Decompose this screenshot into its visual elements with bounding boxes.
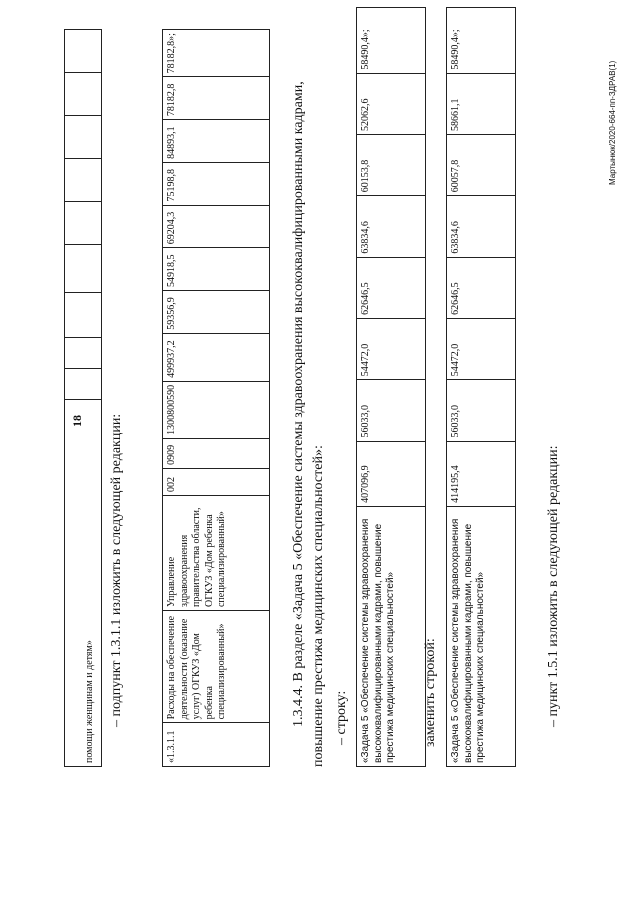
- old-row-value-5: 60153,8: [357, 134, 426, 195]
- new-row-value-1: 56033,0: [447, 380, 516, 441]
- top-table: [64, 29, 102, 767]
- row-grbs: Управление здравоохранения правительства области, ОГКУЗ «Дом ребенка специализированный»: [163, 496, 270, 611]
- new-row-value-6: 58661,1: [447, 73, 516, 134]
- row-value-3: 69204,3: [163, 205, 270, 248]
- new-row-table: [446, 7, 516, 767]
- page-number: 18: [70, 415, 84, 427]
- new-row-value-7: 58490,4»;: [447, 8, 516, 74]
- old-row-value-4: 63834,6: [357, 196, 426, 257]
- old-row-value-3: 62646,5: [357, 257, 426, 318]
- old-row-value-1: 56033,0: [357, 380, 426, 441]
- new-row-value-3: 62646,5: [447, 257, 516, 318]
- row-value-total: 499937,2: [163, 333, 270, 381]
- row-name: Расходы на обеспечение деятельности (оказание услуг) ОГКУЗ «Дом ребенка специализированный»: [163, 611, 270, 723]
- document-code: Мартынюк/2020-664-пп-ЗДРАВ(1): [608, 60, 617, 185]
- paragraph-section-1344-cont: повышение престижа медицинских специальностей»:: [311, 445, 326, 767]
- old-row-value-7: 58490,4»;: [357, 8, 426, 74]
- row-value-5: 84893,1: [163, 120, 270, 163]
- paragraph-item-151: – пункт 1.5.1 изложить в следующей редакции:: [546, 445, 561, 727]
- row-value-4: 75198,8: [163, 162, 270, 205]
- row-value-1: 59356,9: [163, 290, 270, 333]
- paragraph-replace-with: заменить строкой:: [423, 638, 438, 747]
- old-row-value-0: 407096,9: [357, 441, 426, 506]
- row-value-6: 78182,8: [163, 77, 270, 120]
- old-row-table: [356, 7, 426, 767]
- item-row-table: [162, 29, 270, 767]
- row-code-1: 002: [163, 468, 270, 495]
- old-row-name: «Задача 5 «Обеспечение системы здравоохранения высококвалифицированными кадрами, повышение престижа медицинских специальностей»: [357, 506, 426, 766]
- row-code: «1.3.1.1: [163, 723, 270, 767]
- paragraph-line-label: – строку:: [334, 690, 349, 745]
- new-row-name: «Задача 5 «Обеспечение системы здравоохранения высококвалифицированными кадрами, повышение престижа медицинских специальностей»: [447, 506, 516, 766]
- row-code-2: 0909: [163, 438, 270, 468]
- top-table-header-cell: помощи женщинам и детям»: [65, 400, 102, 767]
- old-row-value-2: 54472,0: [357, 318, 426, 379]
- paragraph-subitem-1311: – подпункт 1.3.1.1 изложить в следующей редакции:: [109, 413, 124, 727]
- paragraph-section-1344: 1.3.4.4. В разделе «Задача 5 «Обеспечение системы здравоохранения высококвалифицированными кадрами,: [291, 81, 306, 727]
- row-value-2: 54918,5: [163, 248, 270, 291]
- old-row-value-6: 52062,6: [357, 73, 426, 134]
- row-code-3: 1300800590: [163, 381, 270, 438]
- new-row-value-4: 63834,6: [447, 196, 516, 257]
- new-row-value-0: 414195,4: [447, 441, 516, 506]
- new-row-value-2: 54472,0: [447, 318, 516, 379]
- new-row-value-5: 60057,8: [447, 134, 516, 195]
- row-value-7: 78182,8»;: [163, 30, 270, 77]
